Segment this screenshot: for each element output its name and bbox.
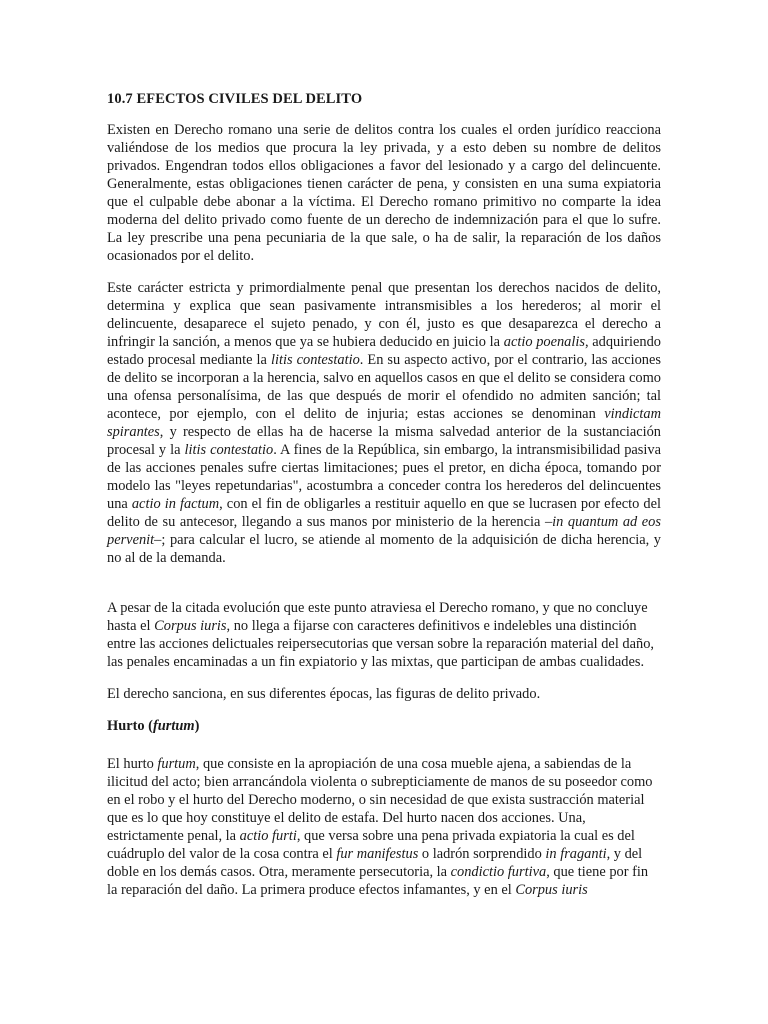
- text-segment: El hurto: [107, 756, 158, 772]
- latin-term: Corpus iuris: [515, 882, 588, 898]
- text-segment: , que tiene por fin la reparación del daño. La primera produce efectos infamantes, y en el: [107, 864, 649, 898]
- text-segment: El derecho sanciona, en sus diferentes épocas, las figuras de delito privado.: [107, 686, 541, 702]
- text-segment: Existen en Derecho romano una serie de delitos contra los cuales el orden jurídico reacciona valiéndose de los medios que procura la ley privada, y a esto deben su nombre de delitos privados. Engendran todos ellos obligaciones a favor del lesionado y a cargo del delincuente. Generalmente, estas obligaciones tienen carácter de pena, y consisten en una suma expiatoria que el culpable debe abonar a la víctima. El Derecho romano primitivo no comparte la idea moderna del delito privado como fuente de un derecho de indemnización para el que lo sufre. La ley prescribe una pena pecuniaria de la que sale, o ha de salir, la reparación de los daños ocasionados por el delito.: [107, 122, 661, 264]
- paragraph-2: [107, 279, 661, 567]
- latin-term: Corpus iuris: [154, 618, 227, 634]
- latin-term: litis contestatio: [184, 442, 274, 458]
- paragraph-5: [107, 755, 661, 899]
- latin-term: in quantum ad eos pervenit: [107, 514, 661, 548]
- latin-term: condictio furtiva: [450, 864, 547, 880]
- text-segment: . En su aspecto activo, por el contrario, las acciones de delito se incorporan a la herencia, salvo en aquellos casos en que el delito se considera como una ofensa personalísima, de las que después de morir el ofendido no admiten sanción; tal acontece, por ejemplo, con el delito de injuria; estas acciones se denominan: [107, 352, 661, 422]
- text-segment: . A fines de la República, sin embargo, la intransmisibilidad pasiva de las acciones penales sufre ciertas limitaciones; pues el pretor, en dicha época, tomando por modelo las "leyes repetundarias", acostumbra a conceder contra los herederos del delincuentes una: [107, 442, 661, 512]
- paragraph-1: [107, 121, 661, 265]
- text-segment: , que consiste en la apropiación de una cosa mueble ajena, a sabiendas de la ilicitud del acto; bien arrancándola violenta o subrepticiamente de manos de su poseedor como en el robo y el hurto del Derecho moderno, o sin necesidad de que exista sustracción material que es lo que hoy constituye el delito de estafa. Del hurto nacen dos acciones. Una, estrictamente penal, la: [107, 756, 653, 844]
- latin-term: actio poenalis: [503, 334, 585, 350]
- latin-term: litis contestatio: [270, 352, 360, 368]
- text-segment: Este carácter estricta y primordialmente penal que presentan los derechos nacidos de delito, determina y explica que sean pasivamente intransmisibles a los herederos; al morir el delincuente, desaparece el sujeto penado, y con él, justo es que desaparezca el derecho a infringir la sanción, a menos que ya se hubiera deducido en juicio la: [107, 280, 661, 350]
- paragraph-3: [107, 599, 661, 671]
- text-segment: , y del doble en los demás casos. Otra, meramente persecutoria, la: [107, 846, 643, 880]
- text-segment: –; para calcular el lucro, se atiende al momento de la adquisición de dicha herencia, y no al de la demanda.: [107, 532, 661, 566]
- subheading-term: furtum: [152, 718, 195, 734]
- document-body: [107, 90, 661, 913]
- subheading-label: Hurto (: [107, 718, 153, 734]
- section-heading: 10.7 EFECTOS CIVILES DEL DELITO: [107, 91, 363, 107]
- paragraph-4: [107, 685, 661, 703]
- subheading-close: ): [194, 718, 200, 734]
- latin-term: furtum: [157, 756, 196, 772]
- latin-term: actio in factum: [131, 496, 220, 512]
- text-segment: o ladrón sorprendido: [418, 846, 546, 862]
- text-segment: , con el fin de obligarles a restituir aquello en que se lucrasen por efecto del delito de su antecesor, llegando a sus manos por ministerio de la herencia –: [107, 496, 661, 530]
- text-segment: , no llega a fijarse con caracteres definitivos e indelebles una distinción entre las acciones delictuales reipersecutorias que versan sobre la reparación material del daño, las penales encaminadas a un fin expiatorio y las mixtas, que participan de ambas cualidades.: [107, 618, 654, 670]
- latin-term: fur manifestus: [336, 846, 419, 862]
- latin-term: actio furti: [239, 828, 297, 844]
- blank-line: [107, 581, 661, 599]
- text-segment: , adquiriendo estado procesal mediante la: [107, 334, 662, 368]
- text-segment: A pesar de la citada evolución que este punto atraviesa el Derecho romano, y que no concluye hasta el: [107, 600, 648, 634]
- text-segment: , y respecto de ellas ha de hacerse la misma salvedad anterior de la sustanciación procesal y la: [107, 424, 661, 458]
- text-segment: , que versa sobre una pena privada expiatoria la cual es del cuádruplo del valor de la cosa contra el: [107, 828, 635, 862]
- latin-term: in fraganti: [545, 846, 607, 862]
- latin-term: vindictam spirantes: [107, 406, 661, 440]
- subsection-heading-hurto: [107, 717, 661, 735]
